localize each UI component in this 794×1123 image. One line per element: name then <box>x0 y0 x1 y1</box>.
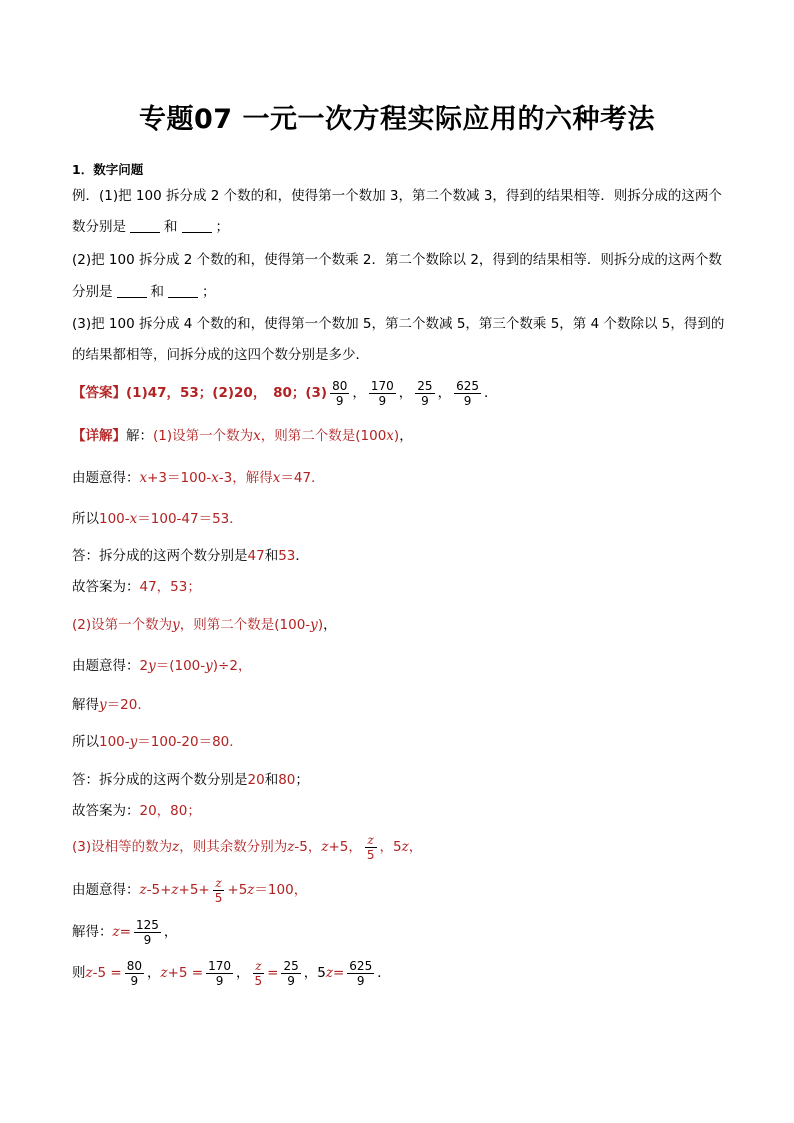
detail-text: ，则第二个数是 <box>260 428 356 444</box>
answer-text: (1)47，53；(2)20， 80；(3) <box>126 385 328 401</box>
detail-text: +5， <box>328 839 362 855</box>
detail-text: 47，53； <box>139 579 201 595</box>
fraction-numerator: 170 <box>208 958 232 973</box>
detail-text: 2 <box>139 658 149 674</box>
fraction <box>281 959 300 988</box>
fraction-denominator: 9 <box>215 973 224 988</box>
detail-text: )÷2， <box>212 658 252 674</box>
fraction <box>134 918 161 947</box>
variable: y <box>310 617 318 633</box>
detail-text: = <box>119 924 131 940</box>
detail-text: = <box>332 965 345 981</box>
variable: z <box>247 882 255 898</box>
section-heading: 1．数字问题 <box>72 162 144 177</box>
separator: ， <box>352 385 366 401</box>
variable: z <box>171 882 179 898</box>
problem-text: 数分别是 <box>72 219 126 235</box>
variable: y <box>129 734 138 750</box>
detail-text: 由题意得： <box>72 658 140 674</box>
detail-text: 所以 <box>72 511 99 527</box>
detail-text: 和 <box>264 548 279 564</box>
detail-text: 80 <box>278 772 296 788</box>
detail-text: 则 <box>72 965 86 981</box>
detail-text: -5 = <box>92 965 122 981</box>
variable: x <box>129 511 138 527</box>
fraction-denominator: 9 <box>143 932 152 947</box>
detail-text: (2)设第一个数为 <box>72 617 173 633</box>
answer-blank <box>182 218 212 233</box>
variable: z <box>85 965 93 981</box>
variable: z <box>401 839 409 855</box>
detail-text: 和 <box>264 772 279 788</box>
separator: ， <box>437 385 452 401</box>
detail-text: ) <box>393 428 400 444</box>
detail-text: ，5 <box>303 965 326 981</box>
problem-text: 分别是 <box>72 284 113 300</box>
answer-fraction <box>330 379 349 408</box>
detail-line-2 <box>72 468 325 488</box>
detail-text: ＝100-47＝53． <box>137 511 243 527</box>
fraction-numerator: 80 <box>332 378 348 393</box>
detail-text: ＝100-20＝80． <box>137 734 243 750</box>
detail-text: ) <box>317 617 324 633</box>
detail-text: 100- <box>99 734 130 750</box>
fraction-denominator: 5 <box>254 973 263 988</box>
variable: z <box>172 839 180 855</box>
detail-line-11 <box>72 801 201 821</box>
detail-line-13 <box>72 873 307 907</box>
detail-text: -5+ <box>146 882 172 898</box>
detail-line-3 <box>72 509 243 529</box>
fraction-numerator: 625 <box>349 958 373 973</box>
detail-line-10 <box>72 770 309 790</box>
detail-text: ， <box>399 428 413 444</box>
detail-text: (1)设第一个数为 <box>153 428 254 444</box>
answer-fraction <box>454 379 481 408</box>
answer-end: ． <box>483 385 498 401</box>
fraction-denominator: 5 <box>214 890 223 905</box>
problem-text: 和 <box>150 284 164 300</box>
detail-line-1 <box>72 426 413 446</box>
detail-text: 100- <box>99 511 130 527</box>
answer-fraction <box>369 379 396 408</box>
fraction-numerator: 125 <box>135 917 159 932</box>
fraction <box>213 876 225 905</box>
fraction <box>206 959 233 988</box>
detail-text: ． <box>295 548 309 564</box>
detail-text: 答：拆分成的这两个数分别是 <box>72 772 248 788</box>
variable: x <box>253 428 261 444</box>
fraction-numerator: 25 <box>283 958 299 973</box>
detail-text: ，则其余数分别为 <box>179 839 288 855</box>
detail-text: 解得： <box>72 924 113 940</box>
detail-text: (100- <box>274 617 311 633</box>
detail-text: 由题意得： <box>72 882 140 898</box>
detail-text: ， <box>323 617 337 633</box>
detail-text: 解得 <box>72 697 99 713</box>
answer-fraction <box>415 379 434 408</box>
detail-text: 答：拆分成的这两个数分别是 <box>72 548 248 564</box>
variable: z <box>287 839 295 855</box>
detail-text: ＝(100- <box>155 658 206 674</box>
problem-line-1: 例．(1)把 100 拆分成 2 个数的和，使得第一个数加 3，第二个数减 3，得到的结果相等．则拆分成的这两个 <box>72 188 722 204</box>
problem-text: ； <box>202 284 216 300</box>
fraction-numerator: 625 <box>456 378 479 393</box>
detail-text: ， <box>236 965 250 981</box>
answer-blank <box>117 283 147 298</box>
detail-text: = <box>267 965 279 981</box>
detail-text: ． <box>377 965 391 981</box>
detail-text: +5 = <box>167 965 204 981</box>
detail-text: ， <box>163 924 178 940</box>
detail-text: 故答案为： <box>72 803 140 819</box>
problem-line-6: 的结果都相等，问拆分成的这四个数分别是多少． <box>72 347 369 363</box>
answer-blank <box>130 218 160 233</box>
variable: x <box>139 470 148 486</box>
detail-text: 47 <box>247 548 265 564</box>
detail-line-14 <box>72 915 177 949</box>
detail-text: +5 <box>227 882 248 898</box>
detail-text: ＝20． <box>106 697 151 713</box>
answer-tag: 【答案】 <box>72 385 126 401</box>
fraction-denominator: 5 <box>366 847 375 862</box>
page-title: 专题07 一元一次方程实际应用的六种考法 <box>139 104 655 135</box>
detail-text: (100 <box>355 428 387 444</box>
variable: z <box>139 882 147 898</box>
detail-tag: 【详解】 <box>72 428 126 444</box>
fraction-numerator: z <box>253 959 265 974</box>
detail-text: 所以 <box>72 734 99 750</box>
fraction-denominator: 9 <box>378 393 387 408</box>
variable: y <box>148 658 156 674</box>
fraction-numerator: 25 <box>417 378 433 393</box>
fraction-numerator: z <box>365 833 377 848</box>
detail-text: 由题意得： <box>72 470 140 486</box>
detail-text: +3＝100- <box>147 470 212 486</box>
detail-text: 故答案为： <box>72 579 140 595</box>
variable: y <box>205 658 213 674</box>
fraction-numerator: 170 <box>370 378 394 393</box>
variable: z <box>321 839 329 855</box>
variable: x <box>272 470 281 486</box>
fraction-denominator: 9 <box>287 973 295 988</box>
detail-line-15 <box>72 956 391 990</box>
detail-text: ＝100， <box>254 882 308 898</box>
detail-text: ， <box>408 839 423 855</box>
variable: y <box>99 697 107 713</box>
variable: z <box>112 924 120 940</box>
fraction <box>253 959 265 988</box>
fraction <box>125 959 144 988</box>
detail-line-8 <box>72 695 151 715</box>
separator: ， <box>398 385 413 401</box>
detail-line-12 <box>72 830 422 864</box>
detail-text: 20 <box>247 772 265 788</box>
variable: z <box>160 965 168 981</box>
detail-text: 解： <box>126 428 153 444</box>
detail-line-6 <box>72 615 337 635</box>
detail-text: -5， <box>294 839 322 855</box>
variable: x <box>211 470 219 486</box>
fraction-numerator: z <box>213 876 225 891</box>
answer-blank <box>168 283 198 298</box>
problem-line-3: (2)把 100 拆分成 2 个数的和，使得第一个数乘 2．第二个数除以 2，得到的结果相等．则拆分成的这两个数 <box>72 252 722 268</box>
problem-line-5: (3)把 100 拆分成 4 个数的和，使得第一个数加 5，第二个数减 5，第三个数乘 5，第 4 个数除以 5，得到的 <box>72 316 725 332</box>
detail-text: 53 <box>278 548 296 564</box>
detail-text: ，5 <box>379 839 402 855</box>
detail-text: ，则第二个数是 <box>179 617 275 633</box>
problem-text: 和 <box>164 219 178 235</box>
detail-line-9 <box>72 732 243 752</box>
answer-line <box>72 376 497 410</box>
variable: y <box>172 617 180 633</box>
detail-line-4 <box>72 546 309 566</box>
detail-line-7 <box>72 656 251 676</box>
fraction <box>347 959 374 988</box>
problem-line-4 <box>72 282 216 302</box>
detail-text: (3)设相等的数为 <box>72 839 173 855</box>
detail-text: +5+ <box>178 882 210 898</box>
fraction-denominator: 9 <box>356 973 365 988</box>
detail-text: ； <box>295 772 309 788</box>
detail-text: 20，80； <box>139 803 201 819</box>
detail-text: ＝47． <box>280 470 325 486</box>
fraction-denominator: 9 <box>463 393 472 408</box>
detail-line-5 <box>72 577 201 597</box>
fraction-denominator: 9 <box>335 393 344 408</box>
detail-text: ， <box>146 965 161 981</box>
fraction-numerator: 80 <box>126 958 142 973</box>
problem-text: ； <box>215 219 229 235</box>
fraction <box>365 833 377 862</box>
detail-text: -3，解得 <box>218 470 273 486</box>
variable: x <box>386 428 394 444</box>
variable: z <box>325 965 333 981</box>
problem-line-2 <box>72 217 229 237</box>
fraction-denominator: 9 <box>130 973 139 988</box>
fraction-denominator: 9 <box>421 393 429 408</box>
